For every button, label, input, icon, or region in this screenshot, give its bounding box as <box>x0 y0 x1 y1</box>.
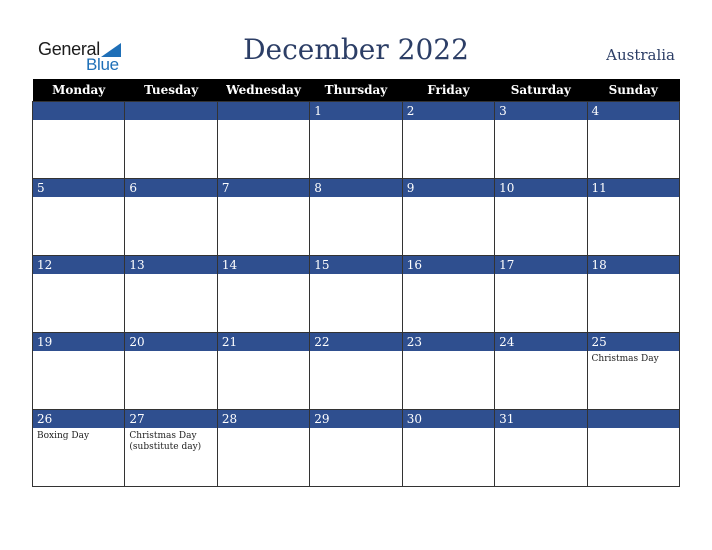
week-row <box>33 256 680 333</box>
day-cell <box>495 410 587 487</box>
holiday-label <box>495 429 586 431</box>
holiday-label <box>403 198 494 200</box>
country-label: Australia <box>606 46 675 64</box>
holiday-label <box>495 121 586 123</box>
day-number: 19 <box>33 333 124 352</box>
holiday-label <box>125 198 216 200</box>
day-number: 2 <box>403 102 494 121</box>
holiday-label <box>33 275 124 277</box>
day-cell <box>33 179 125 256</box>
day-cell <box>310 102 402 179</box>
holiday-label: Christmas Day (substitute day) <box>129 431 202 452</box>
holiday-label <box>495 352 586 354</box>
day-cell <box>495 179 587 256</box>
holiday-label <box>218 121 309 123</box>
day-number <box>33 102 124 121</box>
day-number: 16 <box>403 256 494 275</box>
day-cell <box>33 256 125 333</box>
week-row <box>33 410 680 487</box>
day-number: 13 <box>125 256 216 275</box>
holiday-label <box>125 275 216 277</box>
day-number: 3 <box>495 102 586 121</box>
weekday-header: Sunday <box>587 79 679 102</box>
holiday-label <box>310 275 401 277</box>
week-row <box>33 333 680 410</box>
day-cell <box>495 102 587 179</box>
holiday-label <box>403 429 494 431</box>
day-number: 31 <box>495 410 586 429</box>
day-number: 1 <box>310 102 401 121</box>
day-cell <box>217 410 309 487</box>
day-cell <box>33 333 125 410</box>
calendar-grid <box>32 79 680 487</box>
holiday-label <box>588 121 679 123</box>
day-cell <box>310 179 402 256</box>
day-number: 12 <box>33 256 124 275</box>
day-number <box>125 102 216 121</box>
logo-blue-text: Blue <box>86 55 119 74</box>
holiday-label <box>33 198 124 200</box>
day-number: 21 <box>218 333 309 352</box>
day-number: 11 <box>588 179 679 198</box>
day-number: 7 <box>218 179 309 198</box>
day-cell <box>587 179 679 256</box>
day-number: 24 <box>495 333 586 352</box>
day-number: 9 <box>403 179 494 198</box>
day-number: 26 <box>33 410 124 429</box>
day-cell <box>33 102 125 179</box>
holiday-label <box>310 121 401 123</box>
holiday-label <box>218 429 309 431</box>
weekday-header: Saturday <box>495 79 587 102</box>
holiday-label <box>403 352 494 354</box>
day-number <box>218 102 309 121</box>
day-cell <box>402 333 494 410</box>
day-number: 27 <box>125 410 216 429</box>
holiday-label <box>125 121 216 123</box>
day-cell <box>402 256 494 333</box>
day-cell <box>217 333 309 410</box>
holiday-label <box>310 352 401 354</box>
holiday-label <box>495 275 586 277</box>
holiday-label: Boxing Day <box>37 431 90 441</box>
holiday-label <box>33 352 124 354</box>
weekday-header: Thursday <box>310 79 402 102</box>
holiday-label: Christmas Day <box>591 354 659 364</box>
day-cell <box>310 410 402 487</box>
holiday-label <box>310 429 401 431</box>
day-number: 25 <box>588 333 679 352</box>
day-cell <box>217 256 309 333</box>
day-cell <box>125 179 217 256</box>
day-cell <box>125 102 217 179</box>
weekday-header: Wednesday <box>217 79 309 102</box>
week-row <box>33 179 680 256</box>
calendar-title: December 2022 <box>243 33 469 66</box>
holiday-label <box>125 352 216 354</box>
day-cell <box>587 333 679 410</box>
holiday-label <box>588 198 679 200</box>
day-cell <box>125 410 217 487</box>
day-cell <box>587 256 679 333</box>
day-cell <box>217 102 309 179</box>
holiday-label <box>218 275 309 277</box>
day-cell <box>402 410 494 487</box>
holiday-label <box>218 352 309 354</box>
day-number: 8 <box>310 179 401 198</box>
day-cell <box>495 256 587 333</box>
day-cell <box>587 410 679 487</box>
day-number: 6 <box>125 179 216 198</box>
day-number: 10 <box>495 179 586 198</box>
weekday-header: Tuesday <box>125 79 217 102</box>
day-cell <box>402 179 494 256</box>
weekday-header-row <box>33 79 680 102</box>
day-number: 29 <box>310 410 401 429</box>
day-number: 28 <box>218 410 309 429</box>
day-cell <box>125 333 217 410</box>
day-number: 4 <box>588 102 679 121</box>
day-number: 20 <box>125 333 216 352</box>
day-number: 23 <box>403 333 494 352</box>
day-cell <box>125 256 217 333</box>
logo-general-text: General <box>38 39 100 59</box>
day-number: 30 <box>403 410 494 429</box>
holiday-label <box>310 198 401 200</box>
week-row <box>33 102 680 179</box>
holiday-label <box>403 275 494 277</box>
day-cell <box>33 410 125 487</box>
day-number: 15 <box>310 256 401 275</box>
holiday-label <box>495 198 586 200</box>
holiday-label <box>588 429 679 431</box>
weekday-header: Monday <box>33 79 125 102</box>
day-number <box>588 410 679 429</box>
weekday-header: Friday <box>402 79 494 102</box>
holiday-label <box>403 121 494 123</box>
holiday-label <box>33 121 124 123</box>
holiday-label <box>588 275 679 277</box>
day-number: 17 <box>495 256 586 275</box>
day-cell <box>310 256 402 333</box>
day-number: 14 <box>218 256 309 275</box>
day-cell <box>495 333 587 410</box>
day-cell <box>402 102 494 179</box>
day-cell <box>217 179 309 256</box>
holiday-label <box>218 198 309 200</box>
day-number: 22 <box>310 333 401 352</box>
day-number: 5 <box>33 179 124 198</box>
day-cell <box>310 333 402 410</box>
day-number: 18 <box>588 256 679 275</box>
day-cell <box>587 102 679 179</box>
